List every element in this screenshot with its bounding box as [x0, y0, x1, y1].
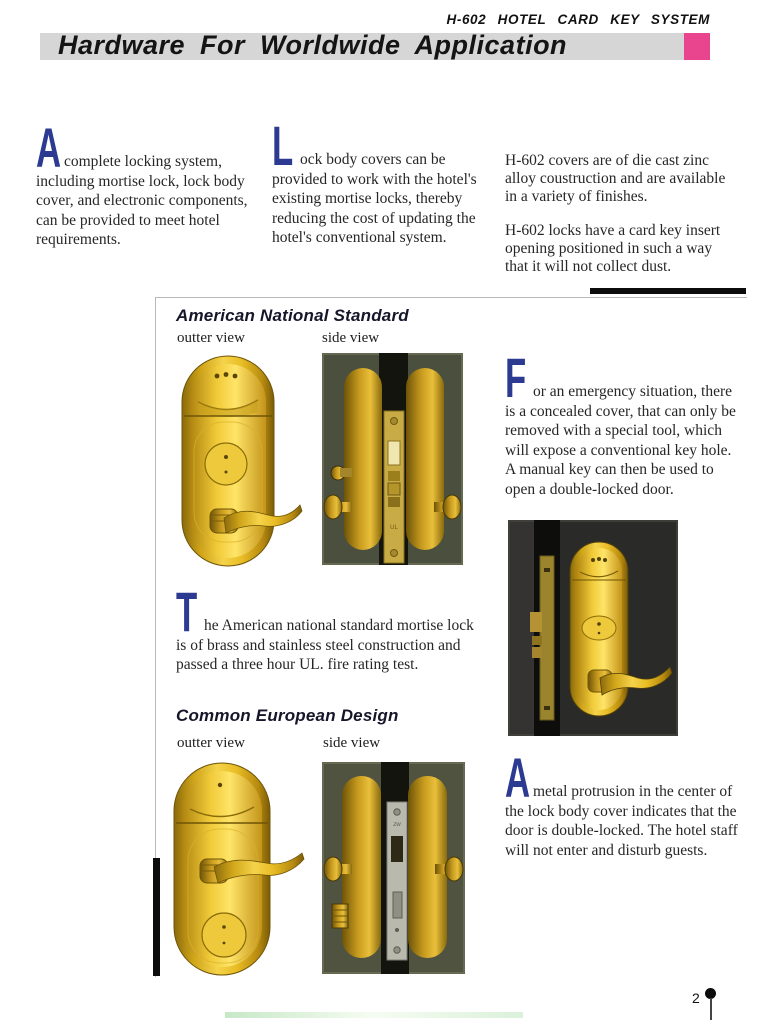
european-side-view-photo: [322, 762, 465, 979]
page-title: Hardware For Worldwide Application: [58, 30, 568, 60]
dropcap-a2: A: [505, 746, 531, 809]
paragraph-text: complete locking system, including mortise lock, lock body cover, and electronic components, can be provided to meet hotel requirements.: [36, 153, 248, 248]
scan-artifact-strip: [225, 1012, 523, 1018]
page-number: 2: [692, 990, 700, 1006]
black-divider-bar: [590, 288, 746, 294]
paragraph-text: H-602 covers are of die cast zinc alloy coustruction and are available in a variety of finishes.: [505, 152, 726, 205]
intro-paragraph-1: [36, 116, 258, 250]
black-side-bar: [153, 858, 160, 976]
concealed-cover-photo: [508, 520, 678, 741]
mortise-lock-side-illustration: [322, 353, 463, 565]
paragraph-text: or an emergency situation, there is a concealed cover, that can only be removed with a special tool, which will expose a conventional key hole. A manual key can then be used to open a double-locked door.: [505, 383, 736, 498]
american-section-heading: American National Standard: [176, 306, 409, 325]
gold-lockset-european-illustration: [162, 757, 307, 979]
dropcap-f: F: [505, 346, 527, 409]
intro-paragraph-2: [272, 114, 490, 248]
european-outer-view-photo: [162, 757, 307, 984]
gold-lockset-illustration: [168, 352, 303, 570]
paragraph-text: H-602 locks have a card key insert opening positioned in such a way that it will not collect dust.: [505, 222, 721, 275]
pink-accent-square: [684, 33, 710, 60]
european-outer-view-label: outter view: [177, 735, 245, 751]
american-body-paragraph: [176, 580, 476, 675]
intro-paragraph-3: [505, 152, 737, 292]
paragraph-text: metal protrusion in the center of the lock body cover indicates that the door is double-locked. The hotel staff will not enter and disturb guests.: [505, 783, 738, 859]
paragraph-text: he American national standard mortise lock is of brass and stainless steel construction and passed a three hour UL. fire rating test.: [176, 617, 474, 673]
svg-text:zw: zw: [393, 822, 401, 828]
dropcap-a: A: [36, 116, 62, 179]
american-outer-view-photo: [168, 352, 303, 575]
svg-text:UL: UL: [390, 525, 398, 531]
double-lock-paragraph: [505, 746, 741, 860]
document-header-title: H-602 HOTEL CARD KEY SYSTEM: [446, 12, 710, 27]
title-bar: [40, 30, 685, 60]
european-section-heading: Common European Design: [176, 706, 399, 725]
dropcap-l: L: [272, 114, 294, 177]
american-side-view-photo: [322, 353, 463, 570]
lockset-on-dark-door-illustration: [508, 520, 678, 736]
paragraph-text: ock body covers can be provided to work with the hotel's existing mortise locks, thereby reducing the cost of updating the hotel's conventional system.: [272, 151, 477, 246]
dropcap-t: T: [176, 580, 198, 643]
american-side-view-label: side view: [322, 330, 380, 346]
american-outer-view-label: outter view: [177, 330, 245, 346]
page-marker-line: [710, 998, 712, 1020]
mortise-lock-european-side-illustration: [322, 762, 465, 974]
european-side-view-label: side view: [323, 735, 381, 751]
emergency-paragraph: [505, 346, 737, 499]
